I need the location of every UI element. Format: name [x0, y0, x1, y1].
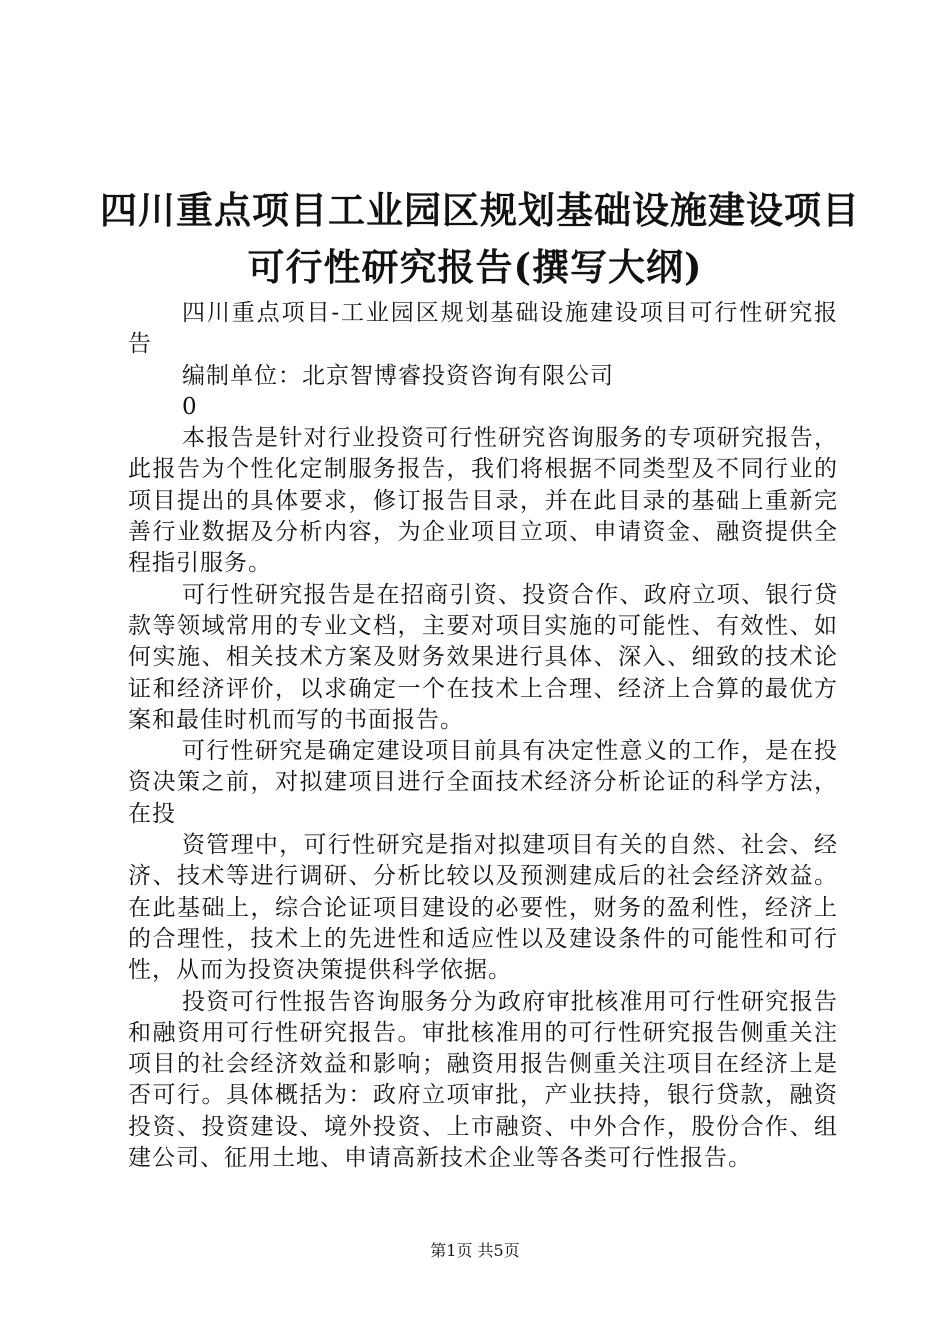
- body-paragraph: 可行性研究是确定建设项目前具有决定性意义的工作，是在投资决策之前，对拟建项目进行全面技术经济分析论证的科学方法，在投: [128, 738, 838, 827]
- document-title-line-2: 可行性研究报告(撰写大纲): [247, 245, 703, 289]
- body-paragraph: 资管理中，可行性研究是指对拟建项目有关的自然、社会、经济、技术等进行调研、分析比较以及预测建成后的社会经济效益。在此基础上，综合论证项目建设的必要性，财务的盈利性，经济上的合理性，技术上的先进性和适应性以及建设条件的可能性和可行性，从而为投资决策提供科学依据。: [128, 832, 838, 984]
- author-paragraph: 编制单位：北京智博睿投资咨询有限公司: [182, 362, 614, 389]
- body-paragraph: 可行性研究报告是在招商引资、投资合作、政府立项、银行贷款等领域常用的专业文档，主要对项目实施的可能性、有效性、如何实施、相关技术方案及财务效果进行具体、深入、细致的技术论证和经济评价，以求确定一个在技术上合理、经济上合算的最优方案和最佳时机而写的书面报告。: [128, 581, 838, 733]
- body-paragraph: 投资可行性报告咨询服务分为政府审批核准用可行性研究报告和融资用可行性研究报告。审批核准用的可行性研究报告侧重关注项目的社会经济效益和影响；融资用报告侧重关注项目在经济上是否可行。具体概括为：政府立项审批，产业扶持，银行贷款，融资投资、投资建设、境外投资、上市融资、中外合作，股份合作、组建公司、征用土地、申请高新技术企业等各类可行性报告。: [128, 988, 838, 1172]
- subtitle-paragraph: 四川重点项目-工业园区规划基础设施建设项目可行性研究报告: [128, 300, 838, 358]
- page-footer: 第1页 共5页: [430, 1241, 520, 1260]
- body-paragraph: 本报告是针对行业投资可行性研究咨询服务的专项研究报告，此报告为个性化定制服务报告，我们将根据不同类型及不同行业的项目提出的具体要求，修订报告目录，并在此目录的基础上重新完善行业数据及分析内容，为企业项目立项、申请资金、融资提供全程指引服务。: [128, 425, 838, 577]
- document-body: [128, 298, 838, 1174]
- document-title-line-1: 四川重点项目工业园区规划基础设施建设项目: [100, 188, 860, 232]
- number-paragraph: 0: [182, 393, 198, 420]
